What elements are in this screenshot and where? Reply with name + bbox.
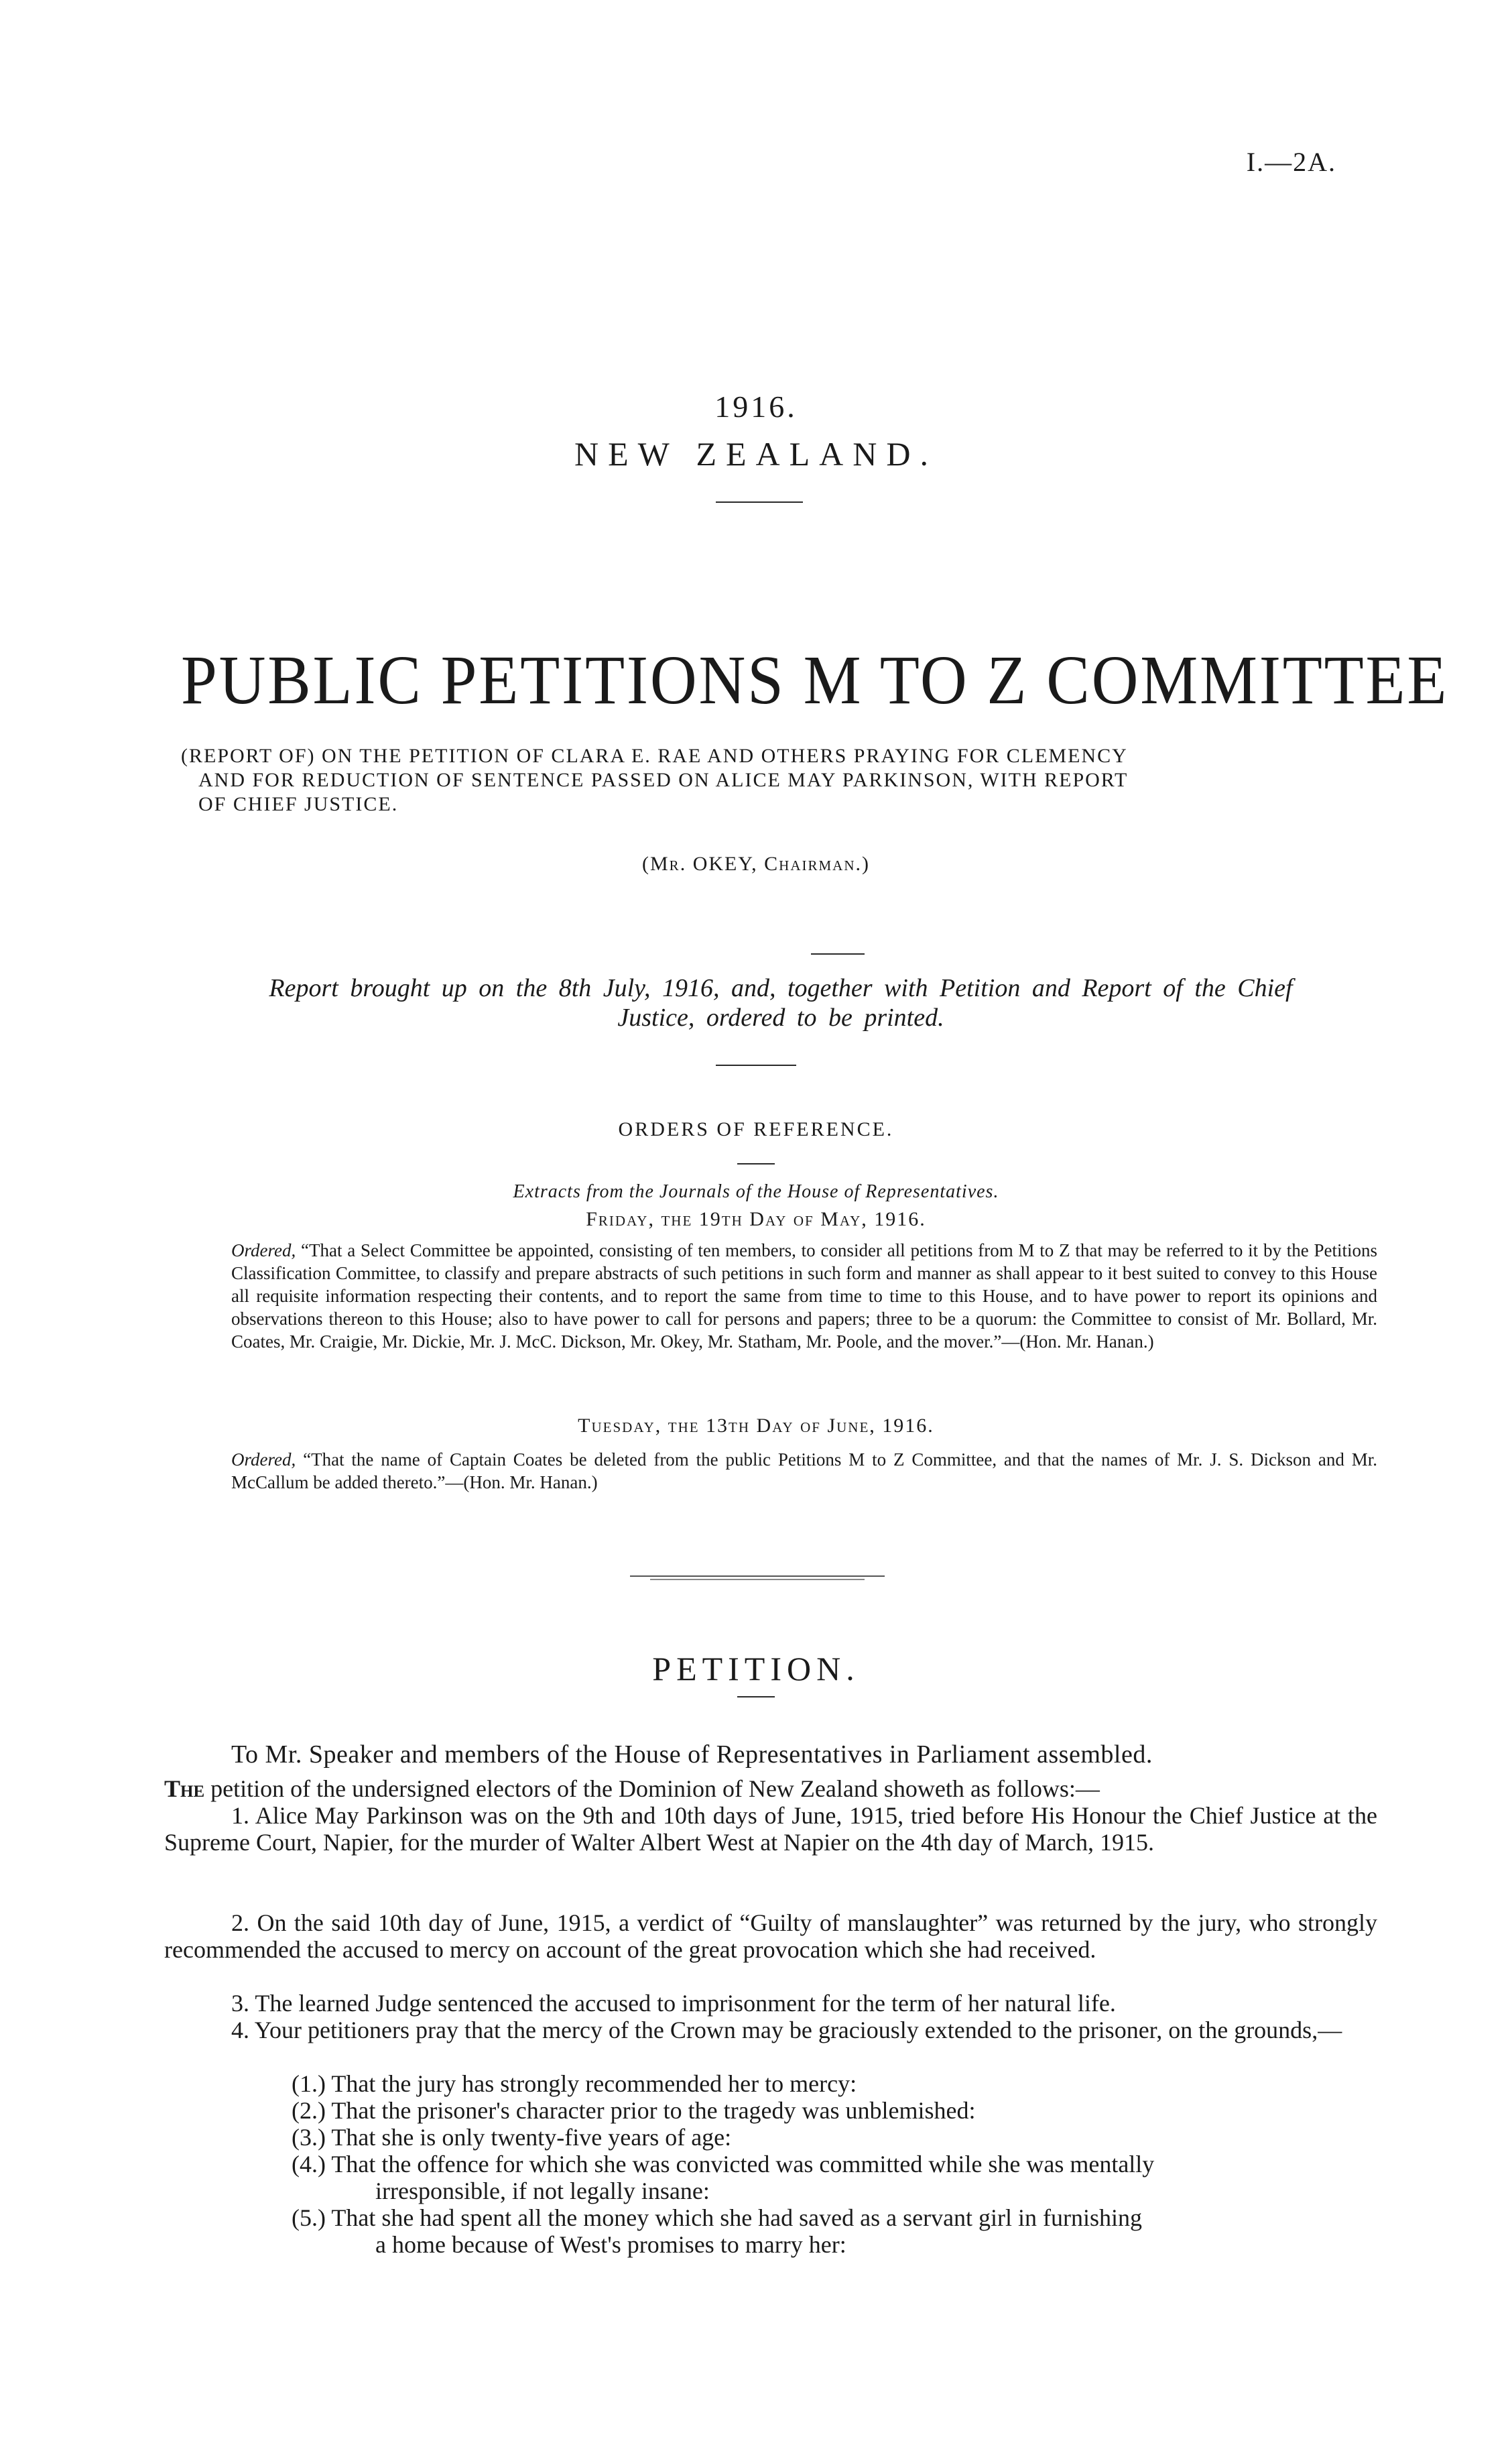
petition-paragraph-4: 4. Your petitioners pray that the mercy of the Crown may be graciously extended to the prisoner, on the grounds,— [231, 2017, 1342, 2043]
document-title: PUBLIC PETITIONS M TO Z COMMITTEE [181, 642, 1449, 719]
petition-address: To Mr. Speaker and members of the House of Representatives in Parliament assembled. [231, 1740, 1153, 1769]
ground-number: (2.) [292, 2097, 326, 2124]
ground-text: That she had spent all the money which she had saved as a servant girl in furnishing [331, 2204, 1143, 2231]
divider [716, 501, 803, 503]
ground-item [292, 2124, 1377, 2151]
ground-number: (5.) [292, 2204, 326, 2231]
ground-continuation: irresponsible, if not legally insane: [375, 2177, 710, 2204]
order-paragraph [184, 1448, 1377, 1494]
divider [737, 1163, 775, 1165]
order-body: “That the name of Captain Coates be deleted from the public Petitions M to Z Committee, and that the names of Mr. J. S. Dickson and Mr. McCallum be added thereto.”—(Hon. Mr. Hanan.) [231, 1449, 1377, 1492]
ground-item [292, 2151, 1377, 2204]
year: 1916. [714, 390, 798, 424]
order-label: Ordered, [231, 1449, 296, 1470]
journals-extract-note: Extracts from the Journals of the House of Representatives. [513, 1181, 999, 1202]
petition-paragraph-3: 3. The learned Judge sentenced the accused to imprisonment for the term of her natural life. [231, 1990, 1116, 2017]
intro-lead: The [164, 1775, 205, 1802]
ornamental-rule [630, 1575, 885, 1577]
order-text [184, 1239, 1377, 1353]
ground-continuation: a home because of West's promises to marry her: [375, 2231, 846, 2258]
ground-line [292, 2204, 1377, 2231]
chairman-note: (Mr. OKEY, Chairman.) [642, 853, 870, 875]
ornamental-rule [650, 1579, 865, 1580]
document-subtitle [181, 744, 1381, 817]
ground-text: That the offence for which she was convicted was committed while she was mentally [331, 2151, 1155, 2177]
ground-text: That the jury has strongly recommended her to mercy: [331, 2070, 857, 2097]
ground-number: (3.) [292, 2124, 326, 2151]
ground-number: (4.) [292, 2151, 326, 2177]
order-paragraph [184, 1239, 1377, 1353]
ground-text: That the prisoner's character prior to the tragedy was unblemished: [331, 2097, 976, 2124]
ornamental-divider [630, 1575, 885, 1581]
order-text [184, 1448, 1377, 1494]
petition-heading: PETITION. [652, 1650, 860, 1687]
report-brought-line: Justice, ordered to be printed. [617, 1004, 944, 1032]
petition-intro [164, 1775, 1377, 1802]
order-date: Tuesday, the 13th Day of June, 1916. [578, 1415, 934, 1437]
report-brought-note [181, 973, 1381, 1032]
divider [811, 953, 865, 955]
divider [716, 1065, 796, 1066]
ground-number: (1.) [292, 2070, 326, 2097]
subtitle-line: (REPORT OF) ON THE PETITION OF CLARA E. RAE AND OTHERS PRAYING FOR CLEMENCY [181, 745, 1128, 767]
ground-item [292, 2204, 1377, 2258]
ground-item [292, 2070, 1377, 2097]
country-heading: NEW ZEALAND. [574, 435, 938, 473]
intro-text: petition of the undersigned electors of the Dominion of New Zealand showeth as follows:— [210, 1775, 1100, 1802]
subtitle-line: AND FOR REDUCTION OF SENTENCE PASSED ON ALICE MAY PARKINSON, WITH REPORT [198, 769, 1129, 791]
divider [737, 1696, 775, 1697]
order-body: “That a Select Committee be appointed, consisting of ten members, to consider all petitions from M to Z that may be referred to it by the Petitions Classification Committee, to classify and prepare abstracts of such petitions in such form and manner as shall appear to it best suited to convey to this House all requisite information respecting their contents, and to report the same from time to time to this House, and to have power to report its opinions and observations thereon to this House; also to have power to call for persons and papers; three to be a quorum: the Committee to consist of Mr. Bollard, Mr. Coates, Mr. Craigie, Mr. Dickie, Mr. J. McC. Dickson, Mr. Okey, Mr. Statham, Mr. Poole, and the mover.”—(Hon. Mr. Hanan.) [231, 1240, 1378, 1352]
order-date: Friday, the 19th Day of May, 1916. [586, 1208, 926, 1230]
orders-of-reference-heading: ORDERS OF REFERENCE. [618, 1118, 894, 1140]
subtitle-line: OF CHIEF JUSTICE. [198, 793, 399, 815]
order-label: Ordered, [231, 1240, 296, 1260]
report-brought-line: Report brought up on the 8th July, 1916, and, together with Petition and Report of the Chief [269, 974, 1293, 1002]
ground-line [292, 2151, 1377, 2177]
petition-paragraph-2: 2. On the said 10th day of June, 1915, a verdict of “Guilty of manslaughter” was returned by the jury, who strongly recommended the accused to mercy on account of the great provocation which she had received. [164, 1909, 1377, 1963]
petition-paragraph-1: 1. Alice May Parkinson was on the 9th and 10th days of June, 1915, tried before His Honour the Chief Justice at the Supreme Court, Napier, for the murder of Walter Albert West at Napier on the 4th day of March, 1915. [164, 1802, 1377, 1856]
ground-text: That she is only twenty-five years of age: [331, 2124, 732, 2151]
page-reference: I.—2A. [1246, 147, 1336, 177]
ground-item [292, 2097, 1377, 2124]
